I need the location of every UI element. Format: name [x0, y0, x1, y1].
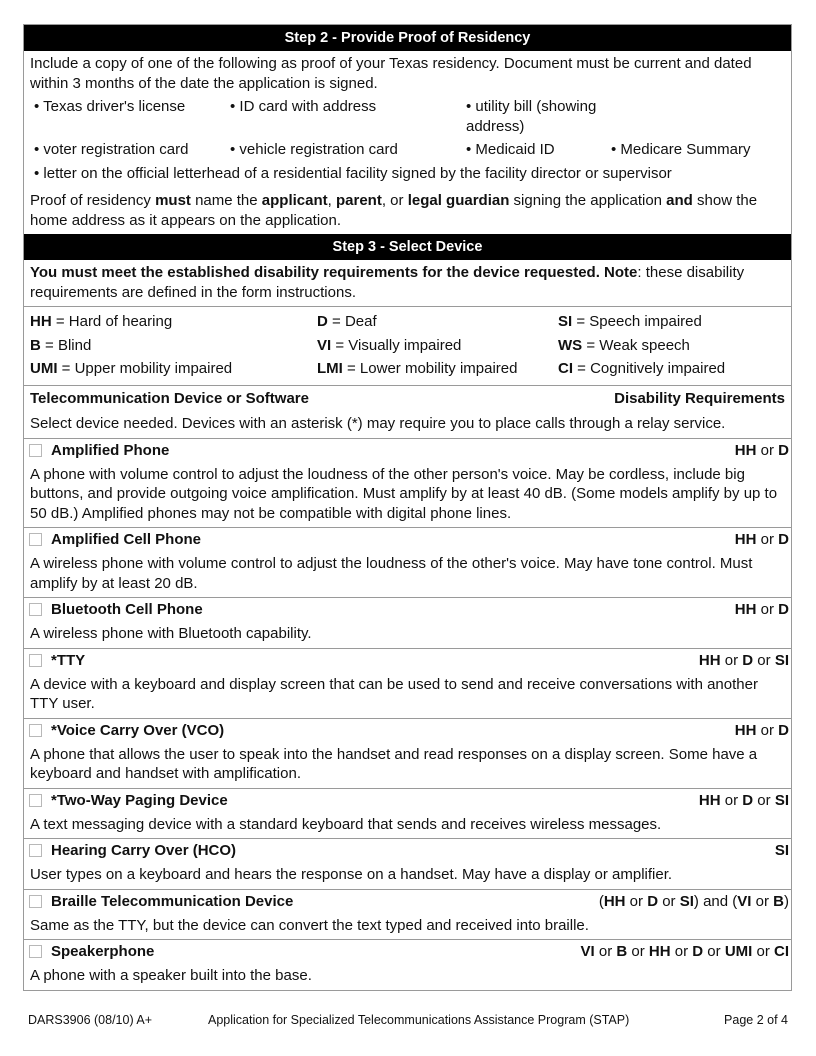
device-requirements [775, 841, 789, 860]
requirement-connector: ) [784, 892, 789, 910]
device-requirements [581, 942, 789, 961]
device-description: A phone that allows the user to speak into the handset and read responses on a display screen. Some have a keyboard and handset with amplification. [30, 745, 758, 782]
device-option[interactable] [29, 441, 169, 460]
legend-item [317, 359, 558, 379]
proof-note-text: , [327, 192, 336, 209]
requirement-code: HH [734, 531, 757, 548]
requirement-connector: or [658, 892, 680, 910]
device-requirements [699, 791, 789, 810]
device-row [24, 939, 791, 963]
device-name: Hearing Carry Over (HCO) [51, 842, 237, 859]
requirement-code: D [778, 531, 789, 548]
requirement-code: SI [774, 842, 789, 859]
proof-note-bold: parent [336, 192, 382, 209]
requirement-code: SI [774, 791, 789, 809]
step2-header: Step 2 - Provide Proof of Residency [24, 25, 791, 51]
device-table-header [24, 385, 791, 438]
step3-note-text: : these disability requirements are defined in the form instructions. [30, 264, 745, 301]
step2-intro [24, 51, 791, 234]
step3-note-bold: You must meet the established disability requirements for the device requested. Note [30, 264, 638, 281]
requirement-code: HH [734, 721, 757, 739]
requirement-code: D [778, 441, 789, 459]
legend-item [558, 336, 778, 356]
proof-note-text: signing the application [509, 192, 667, 209]
proof-note-bold: legal guardian [407, 192, 510, 209]
doc-item-empty [611, 97, 771, 136]
device-row [24, 438, 791, 462]
requirement-connector: or [756, 601, 779, 618]
requirement-code: D [778, 601, 789, 618]
requirement-code: D [742, 651, 754, 669]
device-description: A wireless phone with volume control to adjust the loudness of the other's voice. May have tone control. Must amplify by at least 20 dB. [30, 555, 753, 592]
legend-abbr: SI [558, 313, 573, 330]
device-row [24, 718, 791, 742]
device-name: *Two-Way Paging Device [51, 791, 228, 809]
device-checkbox[interactable] [29, 654, 42, 667]
legend-item [30, 312, 317, 332]
requirement-connector: or [627, 943, 649, 960]
device-checkbox[interactable] [29, 844, 42, 857]
device-name: Bluetooth Cell Phone [51, 601, 203, 618]
device-name: Amplified Phone [51, 441, 170, 459]
device-requirements [735, 721, 789, 740]
device-option[interactable] [29, 841, 236, 860]
legend-abbr: HH [30, 313, 52, 330]
device-requirements [735, 600, 789, 619]
device-row [24, 838, 791, 862]
legend-meaning: = Blind [40, 336, 92, 354]
device-row [24, 889, 791, 913]
doc-item: • Texas driver's license [34, 98, 186, 115]
device-description: A text messaging device with a standard keyboard that sends and receives wireless messages. [30, 815, 662, 833]
requirement-connector: or [753, 791, 775, 809]
requirement-connector: or [752, 943, 774, 960]
requirement-code: UMI [724, 943, 753, 960]
legend-meaning: = Upper mobility impaired [57, 360, 233, 377]
device-row [24, 527, 791, 551]
device-description: A phone with volume control to adjust the loudness of the other person's voice. May be cordless, include big buttons, and provide outgoing voice amplification. Must amplify by at least 40 dB. (Some models amplify by up to 50 dB.) Amplified phones may not be compatible with digital phone lines. [30, 465, 778, 522]
device-requirements [599, 892, 789, 911]
step2-intro-text: Include a copy of one of the following as proof of your Texas residency. Document must be current and dated within 3 months of the date the application is signed. [30, 55, 752, 92]
requirement-code: B [616, 943, 628, 960]
proof-note-bold: must [155, 192, 191, 209]
disability-legend [24, 306, 791, 385]
requirement-connector: or [594, 943, 617, 960]
legend-item [558, 312, 778, 332]
legend-abbr: B [30, 336, 41, 354]
device-list [24, 438, 791, 990]
requirement-connector: or [756, 721, 779, 739]
proof-note-text: show the home address as it appears on the application. [30, 192, 758, 229]
device-name: Braille Telecommunication Device [51, 892, 294, 910]
legend-abbr: VI [317, 336, 332, 354]
step3-header: Step 3 - Select Device [24, 234, 791, 260]
device-description: A wireless phone with Bluetooth capability. [30, 625, 312, 642]
requirement-code: D [742, 791, 754, 809]
requirement-connector: or [756, 531, 779, 548]
device-description: Same as the TTY, but the device can convert the text typed and received into braille. [30, 916, 589, 934]
device-requirements [735, 441, 789, 460]
legend-meaning: = Deaf [327, 313, 377, 330]
legend-item [317, 312, 558, 332]
requirement-code: D [778, 721, 789, 739]
device-description: A phone with a speaker built into the base. [30, 967, 312, 984]
requirement-connector: or [753, 651, 775, 669]
doc-item: • vehicle registration card [230, 141, 398, 158]
doc-item: • Medicare Summary [611, 141, 751, 158]
requirement-code: SI [774, 651, 789, 669]
device-name: Speakerphone [51, 943, 155, 960]
device-checkbox[interactable] [29, 533, 42, 546]
legend-meaning: = Cognitively impaired [573, 360, 726, 377]
device-row [24, 597, 791, 621]
step3-note [24, 260, 791, 306]
legend-meaning: = Weak speech [582, 336, 690, 354]
device-checkbox[interactable] [29, 724, 42, 737]
device-row [24, 648, 791, 672]
device-name: *TTY [51, 651, 86, 669]
form-title: Application for Specialized Telecommunications Assistance Program (STAP) [208, 1013, 630, 1027]
device-name: Amplified Cell Phone [51, 531, 202, 548]
legend-abbr: UMI [30, 360, 58, 377]
legend-meaning: = Lower mobility impaired [342, 360, 518, 377]
device-checkbox[interactable] [29, 603, 42, 616]
legend-item [30, 359, 317, 379]
doc-item: • ID card with address [230, 98, 377, 115]
proof-note-text: Proof of residency [30, 192, 156, 209]
requirement-code: CI [774, 943, 789, 960]
requirement-code: B [773, 892, 784, 910]
legend-meaning: = Speech impaired [572, 313, 702, 330]
device-option[interactable] [29, 600, 203, 619]
device-requirements [699, 651, 789, 670]
requirement-connector: or [751, 892, 774, 910]
doc-item: • utility bill (showing address) [466, 98, 597, 135]
requirement-code: HH [648, 943, 671, 960]
legend-abbr: D [317, 313, 328, 330]
requirement-connector: or [670, 943, 693, 960]
requirement-code: VI [580, 943, 595, 960]
proof-note [30, 185, 785, 230]
requirement-connector: or [625, 892, 648, 910]
legend-meaning: = Visually impaired [331, 336, 462, 354]
requirement-code: HH [603, 892, 626, 910]
device-description: User types on a keyboard and hears the response on a handset. May have a display or amplifier. [30, 866, 673, 883]
requirement-code: SI [679, 892, 694, 910]
proof-note-bold: applicant [261, 192, 328, 209]
legend-item [558, 359, 778, 379]
device-option[interactable] [29, 791, 228, 810]
device-checkbox[interactable] [29, 444, 42, 457]
residency-documents-list [30, 93, 785, 185]
legend-item [30, 336, 317, 356]
proof-note-bold: and [666, 192, 693, 209]
requirement-code: HH [734, 601, 757, 618]
requirement-code: HH [698, 651, 721, 669]
requirement-code: HH [734, 441, 757, 459]
doc-item: • Medicaid ID [466, 141, 555, 158]
application-form [23, 24, 792, 991]
device-description: A device with a keyboard and display screen that can be used to send and receive conversations with another TTY user. [30, 675, 758, 712]
doc-item: • voter registration card [34, 141, 189, 158]
requirement-code: D [647, 892, 659, 910]
legend-meaning: = Hard of hearing [51, 313, 173, 330]
requirement-code: HH [698, 791, 721, 809]
proof-note-text: name the [190, 192, 262, 209]
device-checkbox[interactable] [29, 794, 42, 807]
requirement-connector: ( [598, 892, 604, 910]
form-id: DARS3906 (08/10) A+ [28, 1013, 153, 1027]
page-number: Page 2 of 4 [724, 1013, 788, 1027]
requirement-connector: ) and ( [693, 892, 738, 910]
legend-abbr: CI [558, 360, 573, 377]
requirement-connector: or [756, 441, 779, 459]
device-checkbox[interactable] [29, 945, 42, 958]
device-row [24, 788, 791, 812]
requirement-code: D [692, 943, 704, 960]
legend-abbr: WS [558, 336, 583, 354]
device-name: *Voice Carry Over (VCO) [51, 721, 225, 739]
device-option[interactable] [29, 530, 201, 549]
column-device: Telecommunication Device or Software [30, 389, 309, 407]
legend-item [317, 336, 558, 356]
device-option[interactable] [29, 892, 293, 911]
page-footer [28, 1013, 788, 1027]
device-requirements [735, 530, 789, 549]
column-requirements: Disability Requirements [614, 389, 785, 407]
requirement-connector: or [720, 651, 743, 669]
requirement-code: VI [737, 892, 752, 910]
requirement-connector: or [703, 943, 725, 960]
device-instruction: Select device needed. Devices with an asterisk (*) may require you to place calls through a relay service. [30, 415, 726, 432]
doc-item: • letter on the official letterhead of a residential facility signed by the facility director or supervisor [34, 164, 672, 182]
device-option[interactable] [29, 651, 85, 670]
legend-abbr: LMI [317, 360, 343, 377]
device-option[interactable] [29, 721, 224, 740]
device-checkbox[interactable] [29, 895, 42, 908]
proof-note-text: , or [381, 192, 408, 209]
requirement-connector: or [720, 791, 743, 809]
device-option[interactable] [29, 942, 154, 961]
